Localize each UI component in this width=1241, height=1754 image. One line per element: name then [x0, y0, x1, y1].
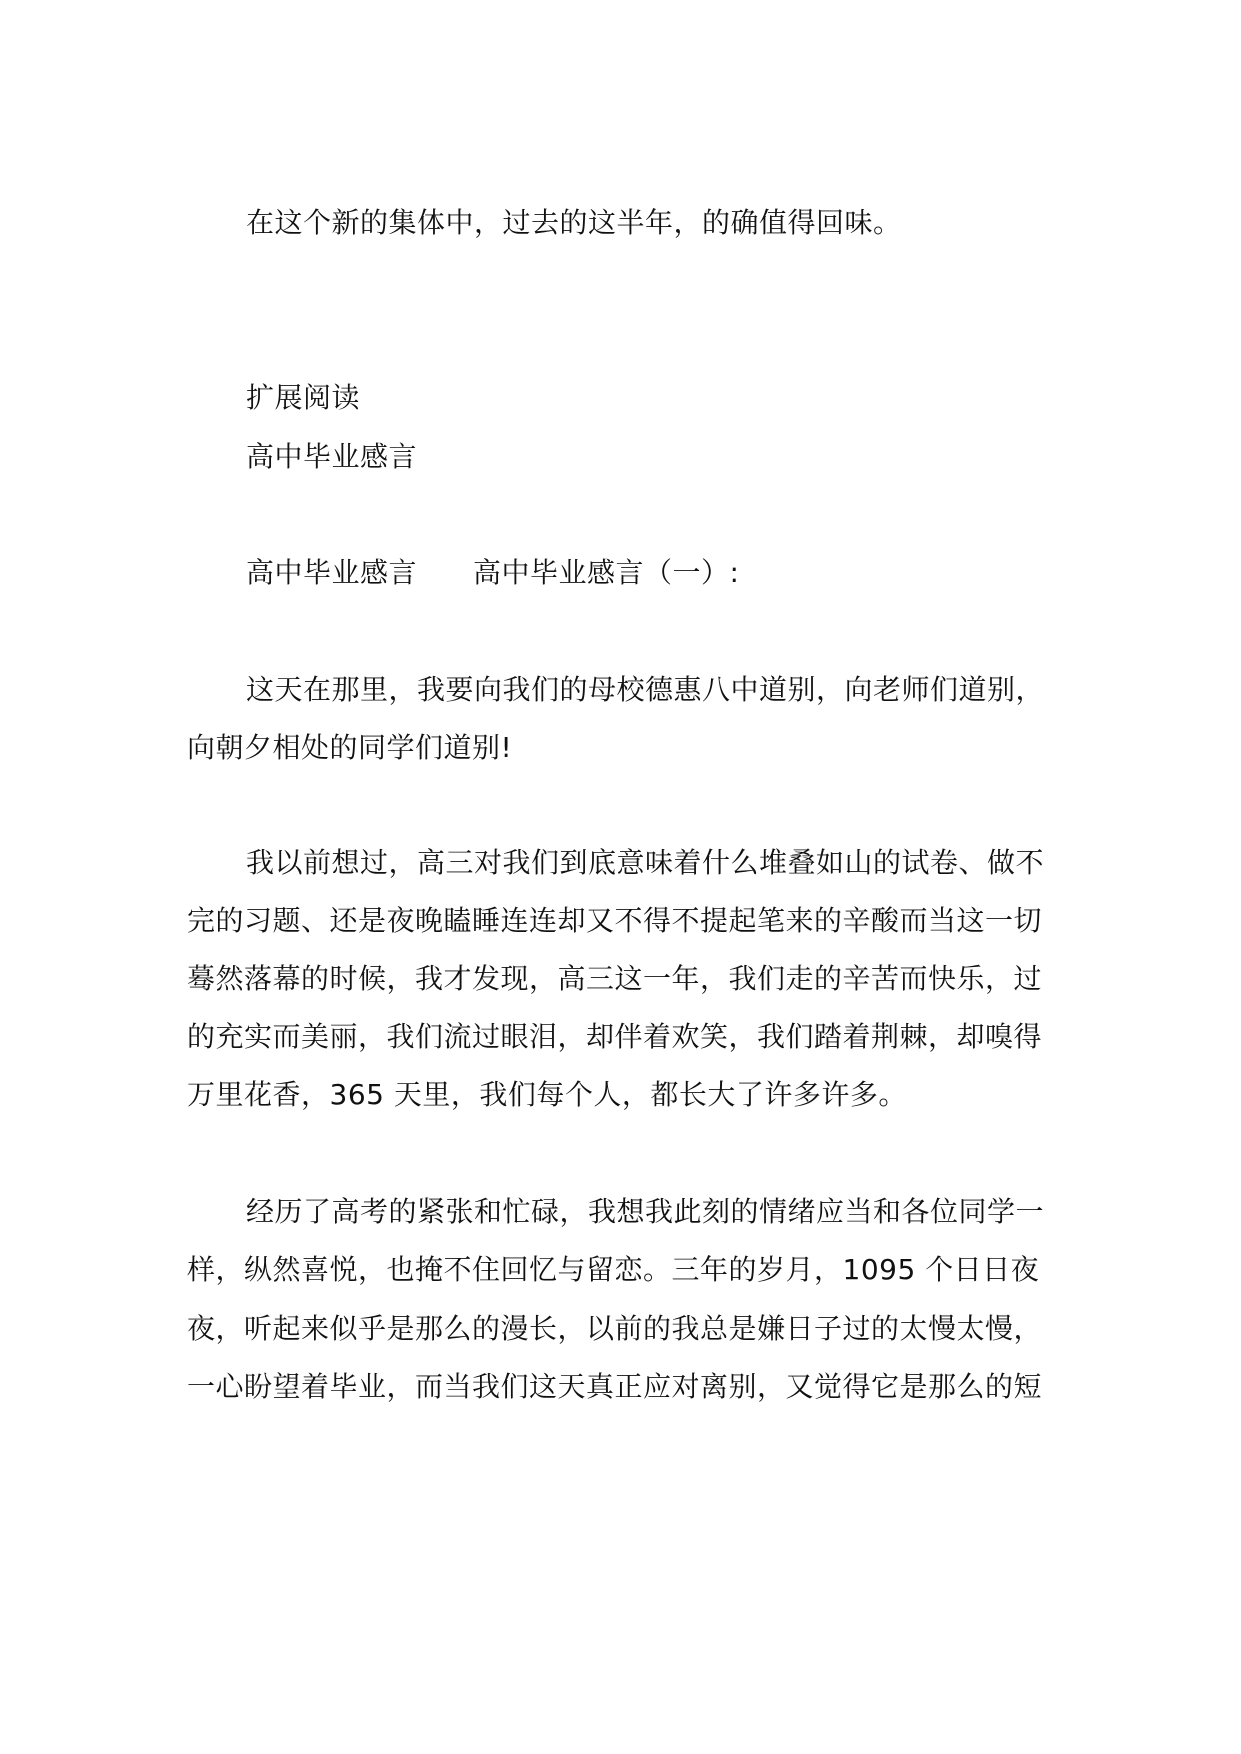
paragraph-line: 一心盼望着毕业，而当我们这天真正应对离别，又觉得它是那么的短	[187, 1370, 1043, 1403]
paragraph-line: 蓦然落幕的时候，我才发现，高三这一年，我们走的辛苦而快乐，过	[187, 962, 1043, 995]
extended-reading-title: 高中毕业感言	[246, 440, 418, 473]
paragraph-line: 这天在那里，我要向我们的母校德惠八中道别，向老师们道别，	[246, 673, 1045, 706]
paragraph-line: 样，纵然喜悦，也掩不住回忆与留恋。三年的岁月，1095 个日日夜	[187, 1253, 1040, 1286]
intro-line: 在这个新的集体中，过去的这半年，的确值得回味。	[246, 206, 902, 239]
extended-reading-label: 扩展阅读	[246, 381, 361, 414]
paragraph-line: 向朝夕相处的同学们道别!	[187, 731, 513, 764]
section-heading-left: 高中毕业感言	[246, 556, 418, 589]
paragraph-line: 我以前想过，高三对我们到底意味着什么堆叠如山的试卷、做不	[246, 846, 1045, 879]
section-heading-right: 高中毕业感言（一）:	[473, 556, 740, 589]
paragraph-line: 完的习题、还是夜晚瞌睡连连却又不得不提起笔来的辛酸而当这一切	[187, 904, 1043, 937]
paragraph-line: 经历了高考的紧张和忙碌，我想我此刻的情绪应当和各位同学一	[246, 1195, 1045, 1228]
paragraph-line: 万里花香，365 天里，我们每个人，都长大了许多许多。	[187, 1078, 907, 1111]
paragraph-line: 夜，听起来似乎是那么的漫长，以前的我总是嫌日子过的太慢太慢，	[187, 1312, 1043, 1345]
paragraph-line: 的充实而美丽，我们流过眼泪，却伴着欢笑，我们踏着荆棘，却嗅得	[187, 1020, 1043, 1053]
section-heading	[246, 553, 739, 593]
